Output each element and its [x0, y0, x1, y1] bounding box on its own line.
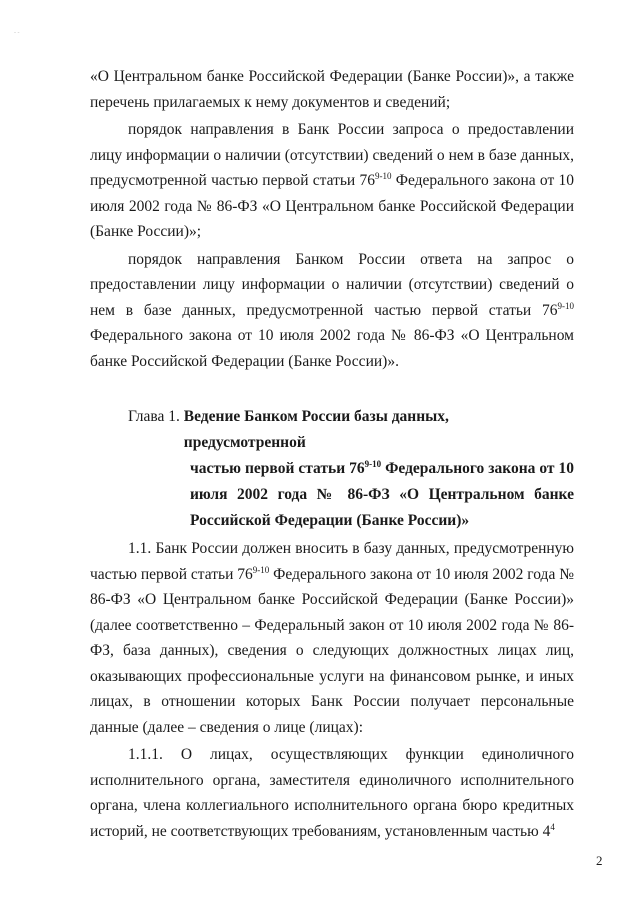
- chapter-title-line1: Ведение Банком России базы данных, предусмотренной: [183, 408, 449, 451]
- section-1-1: 1.1. Банк России должен вносить в базу данных, предусмотренную частью первой статьи 76$^{9-10}$ Федерального закона от 10 июля 2002 года № 86-ФЗ «О Центральном банке Российской Федерации (Банке России)» (далее соответственно – Федеральный закон от 10 июля 2002 года № 86-ФЗ, база данных), сведения о следующих должностных лицах лиц, оказывающих профессиональные услуги на финансовом рынке, и иных лицах, в отношении которых Банк России получает персональные данные (далее – сведения о лице (лицах):: [90, 540, 574, 736]
- page-number: 2: [596, 853, 603, 868]
- section-1-1-1: 1.1.1. О лицах, осуществляющих функции единоличного исполнительного органа, заместителя единоличного исполнительного органа, члена коллегиального исполнительного органа бюро кредитных историй, не соответствующих требованиям, установленным частью $4^4$: [90, 746, 574, 840]
- intro-block: [90, 64, 574, 374]
- scan-mark: - -: [14, 30, 20, 36]
- intro-paragraph: «О Центральном банке Российской Федерации (Банке России)», а также перечень прилагаемых к нему документов и сведений;: [90, 68, 574, 111]
- chapter-heading: [128, 404, 574, 534]
- section-block: [90, 536, 574, 844]
- chapter-title-rest: частью первой статьи 76$^{9-10}$ Федерального закона от 10 июля 2002 года № 86-ФЗ «О Центральном банке Российской Федерации (Банке России)»: [190, 458, 574, 529]
- chapter-number: Глава 1.: [128, 408, 184, 425]
- intro-item-2: порядок направления в Банк России запроса о предоставлении лицу информации о наличии (отсутствии) сведений о нем в базе данных, предусмотренной частью первой статьи 76$^{9-10}$ Федерального закона от 10 июля 2002 года № 86-ФЗ «О Центральном банке Российской Федерации (Банке России)»;: [90, 121, 575, 240]
- intro-item-3: порядок направления Банком России ответа на запрос о предоставлении лицу информации о наличии (отсутствии) сведений о нем в базе данных, предусмотренной частью первой статьи 76$^{9-10}$ Федерального закона от 10 июля 2002 года № 86-ФЗ «О Центральном банке Российской Федерации (Банке России)».: [90, 250, 574, 370]
